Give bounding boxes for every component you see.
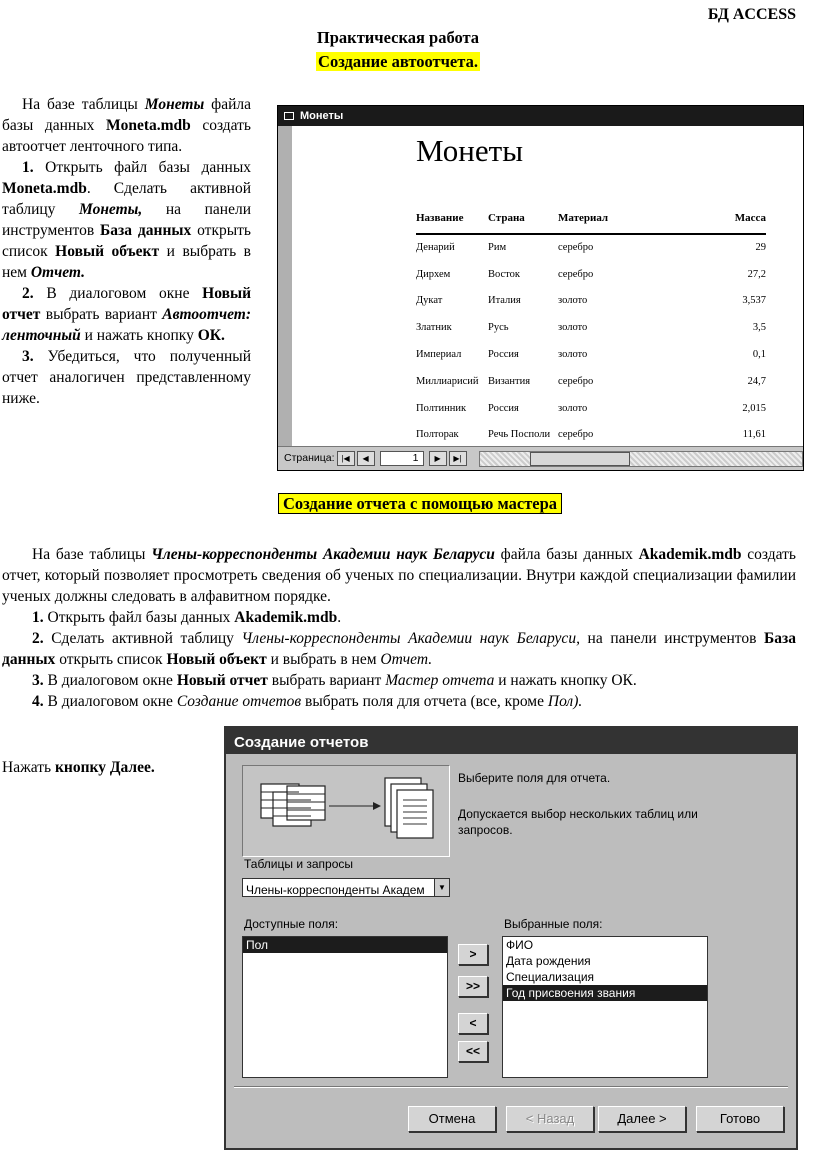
- last-page-button[interactable]: ▶|: [449, 451, 467, 466]
- step-1: 1. Открыть файл базы данных Moneta.mdb. Сделать активной таблицу Монеты, на панели инструментов База данных открыть список Новый объект и выбрать в нем Отчет.: [2, 159, 251, 281]
- horizontal-scrollbar[interactable]: [479, 451, 803, 467]
- table-to-report-icon: [243, 766, 449, 856]
- scrollbar-thumb[interactable]: [530, 452, 630, 466]
- step-2: 2. В диалоговом окне Новый отчет выбрать вариант Автоотчет: ленточный и нажать кнопку ОК.: [2, 285, 251, 344]
- back-button[interactable]: < Назад: [506, 1106, 594, 1132]
- wizard-hint-select-fields: Выберите поля для отчета.: [458, 771, 611, 785]
- report-row: Денарий Рим серебро 29: [416, 242, 766, 254]
- page-number-field[interactable]: 1: [380, 451, 424, 466]
- report-window-titlebar: [278, 106, 803, 126]
- page-subtitle: [0, 51, 796, 72]
- wizard-illustration: [242, 765, 450, 857]
- footer-divider: [234, 1086, 788, 1088]
- paragraph-intro: На базе таблицы Монеты файла базы данных Moneta.mdb создать автоотчет ленточного типа.: [2, 96, 251, 155]
- report-row: Полторак Речь Посполи серебро 11,61: [416, 429, 766, 441]
- list-item[interactable]: Пол: [243, 937, 447, 953]
- finish-button[interactable]: Готово: [696, 1106, 784, 1132]
- remove-field-button[interactable]: <: [458, 1013, 488, 1034]
- selected-fields-label: Выбранные поля:: [504, 917, 603, 931]
- tables-queries-label: Таблицы и запросы: [244, 857, 354, 871]
- wizard-step-1: 1. Открыть файл базы данных Akademik.mdb.: [32, 609, 342, 626]
- header-tag: БД ACCESS: [707, 6, 796, 23]
- paragraph-wizard-intro: На базе таблицы Члены-корреспонденты Академии наук Беларуси файла базы данных Akademik.mdb создать отчет, который позволяет просмотреть сведения об ученых по специализации. Внутри каждой специализации фамилии ученых должны следовать в алфавитном порядке.: [2, 546, 796, 605]
- report-col-header: Материал: [558, 208, 686, 234]
- available-fields-label: Доступные поля:: [244, 917, 339, 931]
- report-row: Дирхем Восток серебро 27,2: [416, 268, 766, 280]
- add-field-button[interactable]: >: [458, 944, 488, 965]
- cancel-button[interactable]: Отмена: [408, 1106, 496, 1132]
- report-col-header: Страна: [488, 208, 558, 234]
- wizard-title: Создание отчетов: [226, 728, 796, 754]
- report-header-row: [416, 208, 766, 234]
- page-title: Практическая работа: [316, 28, 480, 47]
- first-page-button[interactable]: |◀: [337, 451, 355, 466]
- wizard-hint-multiple: Допускается выбор нескольких таблиц или запросов.: [458, 807, 698, 837]
- selected-fields-list[interactable]: [502, 936, 708, 1078]
- report-row: Миллиарисий Византия серебро 24,7: [416, 375, 766, 387]
- report-sidebar: [278, 126, 292, 446]
- wizard-step-3: 3. В диалоговом окне Новый отчет выбрать вариант Мастер отчета и нажать кнопку ОК.: [32, 672, 637, 689]
- prev-page-button[interactable]: ◀: [357, 451, 375, 466]
- press-next-note: Нажать кнопку Далее.: [2, 759, 155, 776]
- report-window-icon: [284, 112, 294, 120]
- report-window-title: Монеты: [300, 109, 344, 122]
- add-all-fields-button[interactable]: >>: [458, 976, 488, 997]
- left-column-text: [2, 94, 251, 409]
- wizard-step-4: 4. В диалоговом окне Создание отчетов выбрать поля для отчета (все, кроме Пол).: [32, 693, 583, 710]
- list-item[interactable]: Год присвоения звания: [503, 985, 707, 1001]
- remove-all-fields-button[interactable]: <<: [458, 1041, 488, 1062]
- wizard-step-2: 2. Сделать активной таблицу Члены-корреспонденты Академии наук Беларуси, на панели инструментов База данных открыть список Новый объект и выбрать в нем Отчет.: [2, 630, 797, 668]
- list-item[interactable]: Специализация: [506, 970, 595, 984]
- available-fields-list[interactable]: [242, 936, 448, 1078]
- tables-queries-select[interactable]: [242, 878, 450, 897]
- report-window-screenshot: [277, 105, 804, 471]
- report-col-header: Название: [416, 208, 488, 234]
- report-row: Дукат Италия золото 3,537: [416, 295, 766, 307]
- next-button[interactable]: Далее >: [598, 1106, 686, 1132]
- report-title: Монеты: [416, 133, 524, 168]
- subtitle-highlight: Создание автоотчета.: [318, 52, 478, 71]
- report-row: Империал Россия золото 0,1: [416, 349, 766, 361]
- list-item[interactable]: ФИО: [506, 938, 534, 952]
- tables-queries-value: Члены-корреспонденты Академ: [246, 883, 425, 897]
- next-page-button[interactable]: ▶: [429, 451, 447, 466]
- report-row: Златник Русь золото 3,5: [416, 322, 766, 334]
- report-col-header: Масса: [686, 208, 766, 234]
- page-nav-label: Страница:: [284, 452, 335, 464]
- report-wizard-dialog: [224, 726, 798, 1150]
- section-title: Создание отчета с помощью мастера: [0, 493, 816, 514]
- chevron-down-icon[interactable]: ▼: [434, 879, 449, 896]
- report-table: [416, 208, 766, 448]
- report-paper: [292, 126, 803, 446]
- step-3: 3. Убедиться, что полученный отчет аналогичен представленному ниже.: [2, 348, 251, 407]
- section2-text: [2, 544, 796, 712]
- record-navigation-bar: [278, 446, 803, 470]
- list-item[interactable]: Дата рождения: [506, 954, 591, 968]
- report-row: Полтинник Россия золото 2,015: [416, 402, 766, 414]
